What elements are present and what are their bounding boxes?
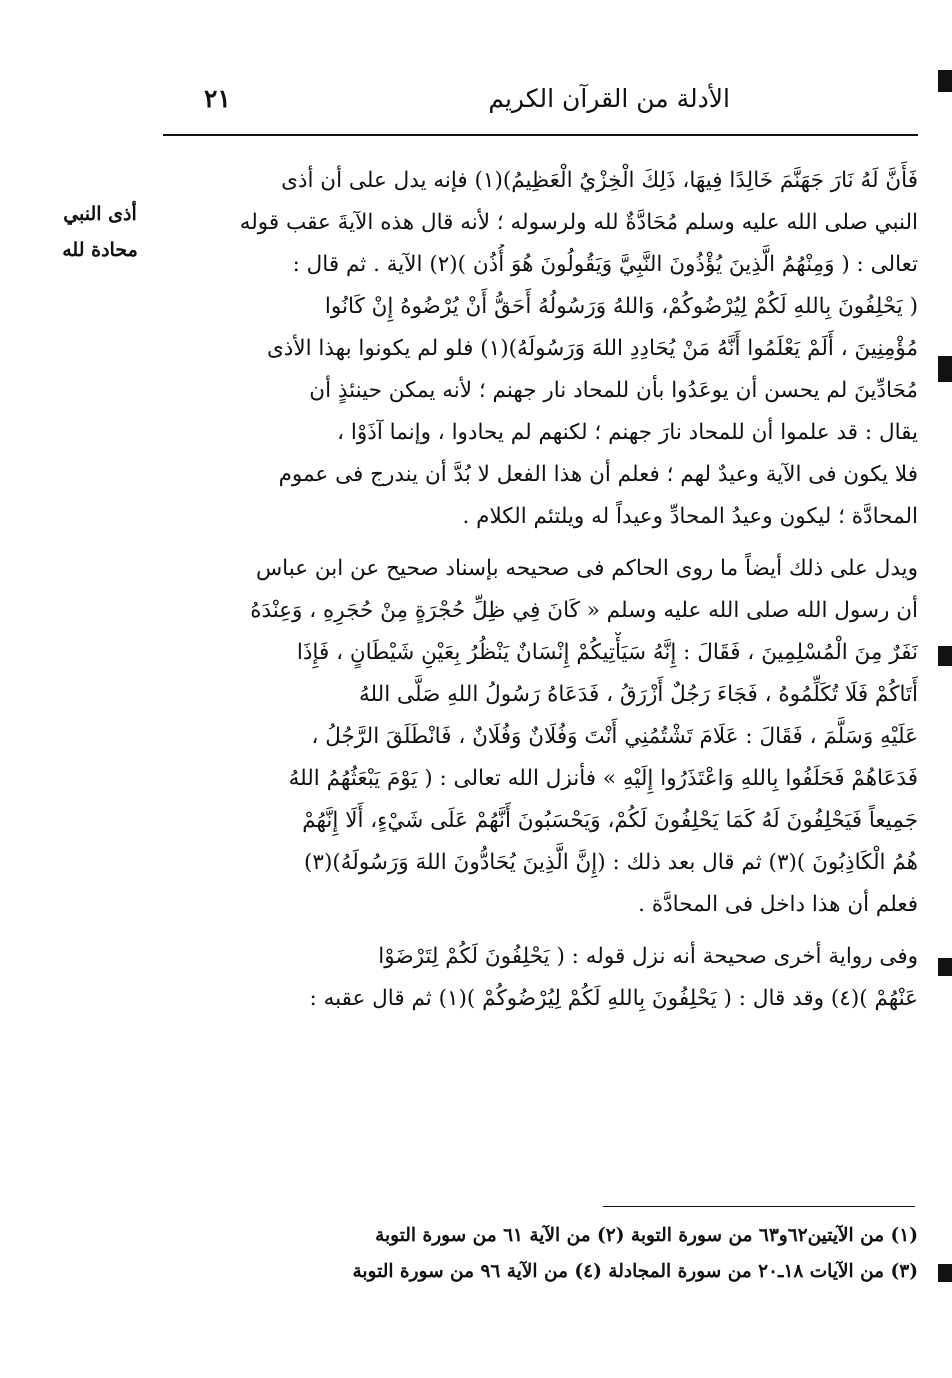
text-line: وفى رواية أخرى صحيحة أنه نزل قوله : ( يَحْلِفُونَ لَكُمْ لِتَرْضَوْا <box>378 944 918 969</box>
text-line: مُحَادِّينَ لم يحسن أن يوعَدُوا بأن للمحاد نار جهنم ؛ لأنه يمكن حينئذٍ أن <box>309 378 918 403</box>
margin-note: محادة لله <box>62 239 138 261</box>
text-line: عَنْهُمْ )(٤) وقد قال : ( يَحْلِفُونَ بِاللهِ لَكُمْ لِيُرْضُوكُمْ )(١) ثم قال عقبه : <box>309 986 918 1011</box>
body-text <box>163 160 918 1020</box>
text-line: يقال : قد علموا أن للمحاد نارَ جهنم ؛ لكنهم لم يحادوا ، وإنما آذَوْا ، <box>337 420 918 445</box>
page-number: ٢١ <box>204 84 231 113</box>
running-header <box>160 78 920 128</box>
text-line: فَدَعَاهُمْ فَحَلَفُوا بِاللهِ وَاعْتَذَرُوا إِلَيْهِ » فأنزل الله تعالى : ( يَوْمَ يَبْعَثُهُمُ اللهُ <box>288 766 918 791</box>
paragraph-gap <box>163 926 918 936</box>
footnotes <box>163 1218 918 1290</box>
text-line: النبي صلى الله عليه وسلم مُحَادَّةٌ لله ولرسوله ؛ لأنه قال هذه الآيةَ عقب قوله <box>239 210 918 235</box>
scan-edge-mark <box>938 70 952 92</box>
footnote-rule <box>603 1206 915 1207</box>
text-line: نَفَرٌ مِنَ الْمُسْلِمِينَ ، فَقَالَ : إِنَّهُ سَيَأْتِيكُمْ إِنْسَانٌ يَنْظُرُ بِعَيْنِ شَيْطَانٍ ، فَإِذَا <box>296 640 918 665</box>
text-line: فَأَنَّ لَهُ نَارَ جَهَنَّمَ خَالِدًا فِيهَا، ذَلِكَ الْخِزْيُ الْعَظِيمُ)(١) فإنه يدل على أن أذى <box>281 168 918 193</box>
footnote-line: (٣) من الآيات ١٨ـ٢٠ من سورة المجادلة (٤) من الآية ٩٦ من سورة التوبة <box>352 1261 918 1282</box>
text-line: جَمِيعاً فَيَحْلِفُونَ لَهُ كَمَا يَحْلِفُونَ لَكُمْ، وَيَحْسَبُونَ أَنَّهُمْ عَلَى شَيْءٍ، أَلَا إِنَّهُمْ <box>302 808 918 833</box>
paragraph-gap <box>163 538 918 548</box>
text-line: أن رسول الله صلى الله عليه وسلم « كَانَ فِي ظِلِّ حُجْرَةٍ مِنْ حُجَرِهِ ، وَعِنْدَهُ <box>250 598 918 623</box>
text-line: عَلَيْهِ وَسَلَّمَ ، فَقَالَ : عَلَامَ تَشْتُمُنِي أَنْتَ وَفُلَانٌ وَفُلَانٌ ، فَانْطَلَقَ الرَّجُلُ ، <box>311 724 918 749</box>
header-title: الأدلة من القرآن الكريم <box>488 84 730 113</box>
scan-edge-mark <box>938 1264 952 1282</box>
text-line: تعالى : ( وَمِنْهُمُ الَّذِينَ يُؤْذُونَ النَّبِيَّ وَيَقُولُونَ هُوَ أُذُن )(٢) الآية . ثم قال : <box>292 252 918 277</box>
margin-note: أذى النبي <box>63 203 137 225</box>
text-line: فعلم أن هذا داخل فى المحادَّة . <box>638 892 918 917</box>
text-line: مُؤْمِنِينَ ، أَلَمْ يَعْلَمُوا أَنَّهُ مَنْ يُحَادِدِ اللهَ وَرَسُولَهُ)(١) فلو لم يكونوا بهذا الأذى <box>266 336 918 361</box>
scan-edge-mark <box>938 356 952 382</box>
header-rule <box>163 134 918 136</box>
text-line: فلا يكون فى الآية وعيدٌ لهم ؛ فعلم أن هذا الفعل لا بُدَّ أن يندرج فى عموم <box>278 462 918 487</box>
footnote-line: (١) من الآيتين٦٢و٦٣ من سورة التوبة (٢) من الآية ٦١ من سورة التوبة <box>375 1225 918 1246</box>
scan-edge-mark <box>938 958 952 976</box>
text-line: ( يَحْلِفُونَ بِاللهِ لَكُمْ لِيُرْضُوكُمْ، وَاللهُ وَرَسُولُهُ أَحَقُّ أَنْ يُرْضُوهُ إِنْ كَانُوا <box>324 294 918 319</box>
text-line: ويدل على ذلك أيضاً ما روى الحاكم فى صحيحه بإسناد صحيح عن ابن عباس <box>255 556 918 581</box>
text-line: هُمُ الْكَاذِبُونَ )(٣) ثم قال بعد ذلك : (إِنَّ الَّذِينَ يُحَادُّونَ اللهَ وَرَسُولَهُ)(٣) <box>304 850 918 875</box>
text-line: المحادَّة ؛ ليكون وعيدُ المحادِّ وعيداً له ويلتئم الكلام . <box>462 504 918 529</box>
scan-edge-mark <box>938 646 952 666</box>
text-line: أَتَاكُمْ فَلَا تُكَلِّمُوهُ ، فَجَاءَ رَجُلٌ أَزْرَقُ ، فَدَعَاهُ رَسُولُ اللهِ صَلَّى اللهُ <box>359 682 918 707</box>
margin-notes <box>54 196 146 268</box>
